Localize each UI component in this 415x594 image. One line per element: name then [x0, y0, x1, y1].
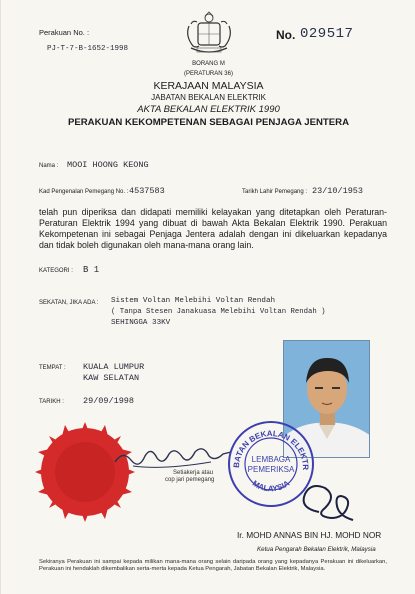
- stamp-center-2: PEMERIKSA: [247, 465, 295, 474]
- restriction-line-1: Sistem Voltan Melebihi Voltan Rendah: [111, 297, 276, 305]
- coat-of-arms-icon: [183, 10, 235, 56]
- thumbprint-note-1: Setiakerja atau: [173, 470, 214, 476]
- stamp-center-1: LEMBAGA: [251, 455, 291, 464]
- perakuan-label: Perakuan No. :: [39, 28, 90, 37]
- footer-notice: Sekiranya Perakuan ini sampai kepada milikan mana-mana orang selain daripada orang yang kepadanya Perakuan ini dikeluarkan, Perakuan ini hendaklah dikembalikan serta-merta kepada Ketua Pengarah, Jabatan Bekalan Elektrik, Malaysia.: [39, 559, 387, 572]
- perakuan-reference: PJ-T-7-B-1652-1998: [47, 45, 129, 53]
- certificate-number: 029517: [300, 26, 354, 42]
- thumbprint-note-2: cop jari pemegang: [165, 477, 215, 483]
- form-peraturan: (PERATURAN 36): [184, 71, 233, 77]
- category-value: B 1: [83, 265, 100, 275]
- place-line-1: KUALA LUMPUR: [83, 362, 145, 372]
- svg-text:MALAYSIA: [251, 479, 292, 494]
- title-akta: AKTA BEKALAN ELEKTRIK 1990: [137, 104, 280, 115]
- signatory-title: Ketua Pengarah Bekalan Elektrik, Malaysia: [257, 546, 376, 553]
- statement-paragraph: telah pun diperiksa dan didapati memiliki kelayakan yang ditetapkan oleh Peraturan-Peraturan Elektrik 1994 yang dibuat di bawah Akta Bekalan Elektrik 1990. Perakuan Kekompetenan ini sebagai Penjaga Jentera adalah dengan ini dikeluarkan kepadanya dan tidak boleh digunakan oleh mana-mana orang lain.: [39, 207, 387, 250]
- date-of-birth: 23/10/1953: [312, 186, 364, 196]
- stamp-ring-top: BATAN BEKALAN ELEKTR: [231, 428, 311, 471]
- restriction-label: SEKATAN, JIKA ADA :: [39, 300, 99, 306]
- certificate-title: PERAKUAN KEKOMPETENAN SEBAGAI PENJAGA JENTERA: [67, 117, 350, 128]
- holder-name: MOOI HOONG KEONG: [67, 160, 149, 170]
- signatory-name: Ir. MOHD ANNAS BIN HJ. MOHD NOR: [237, 530, 382, 540]
- date-label: TARIKH :: [39, 399, 64, 405]
- category-label: KATEGORI :: [39, 268, 73, 274]
- ic-label: Kad Pengenalan Pemegang No. :: [39, 189, 129, 195]
- ic-number: 4537583: [129, 186, 165, 196]
- form-borang: BORANG M: [192, 61, 225, 67]
- stamp-ring-bottom: MALAYSIA: [250, 478, 292, 494]
- director-signature: [291, 478, 361, 524]
- title-kerajaan: KERAJAAN MALAYSIA: [153, 80, 264, 92]
- dob-label: Tarikh Lahir Pemegang :: [242, 189, 308, 195]
- restriction-line-2: ( Tanpa Stesen Janakuasa Melebihi Voltan Rendah ): [111, 308, 326, 316]
- holder-signature: [113, 440, 233, 474]
- title-jabatan: JABATAN BEKALAN ELEKTRIK: [151, 93, 266, 102]
- number-label: No.: [276, 28, 296, 42]
- restriction-line-3: SEHINGGA 33KV: [111, 319, 171, 327]
- name-label: Nama :: [39, 163, 59, 169]
- issue-date: 29/09/1998: [83, 396, 135, 406]
- place-line-2: KAW SELATAN: [83, 373, 140, 383]
- place-label: TEMPAT :: [39, 365, 66, 371]
